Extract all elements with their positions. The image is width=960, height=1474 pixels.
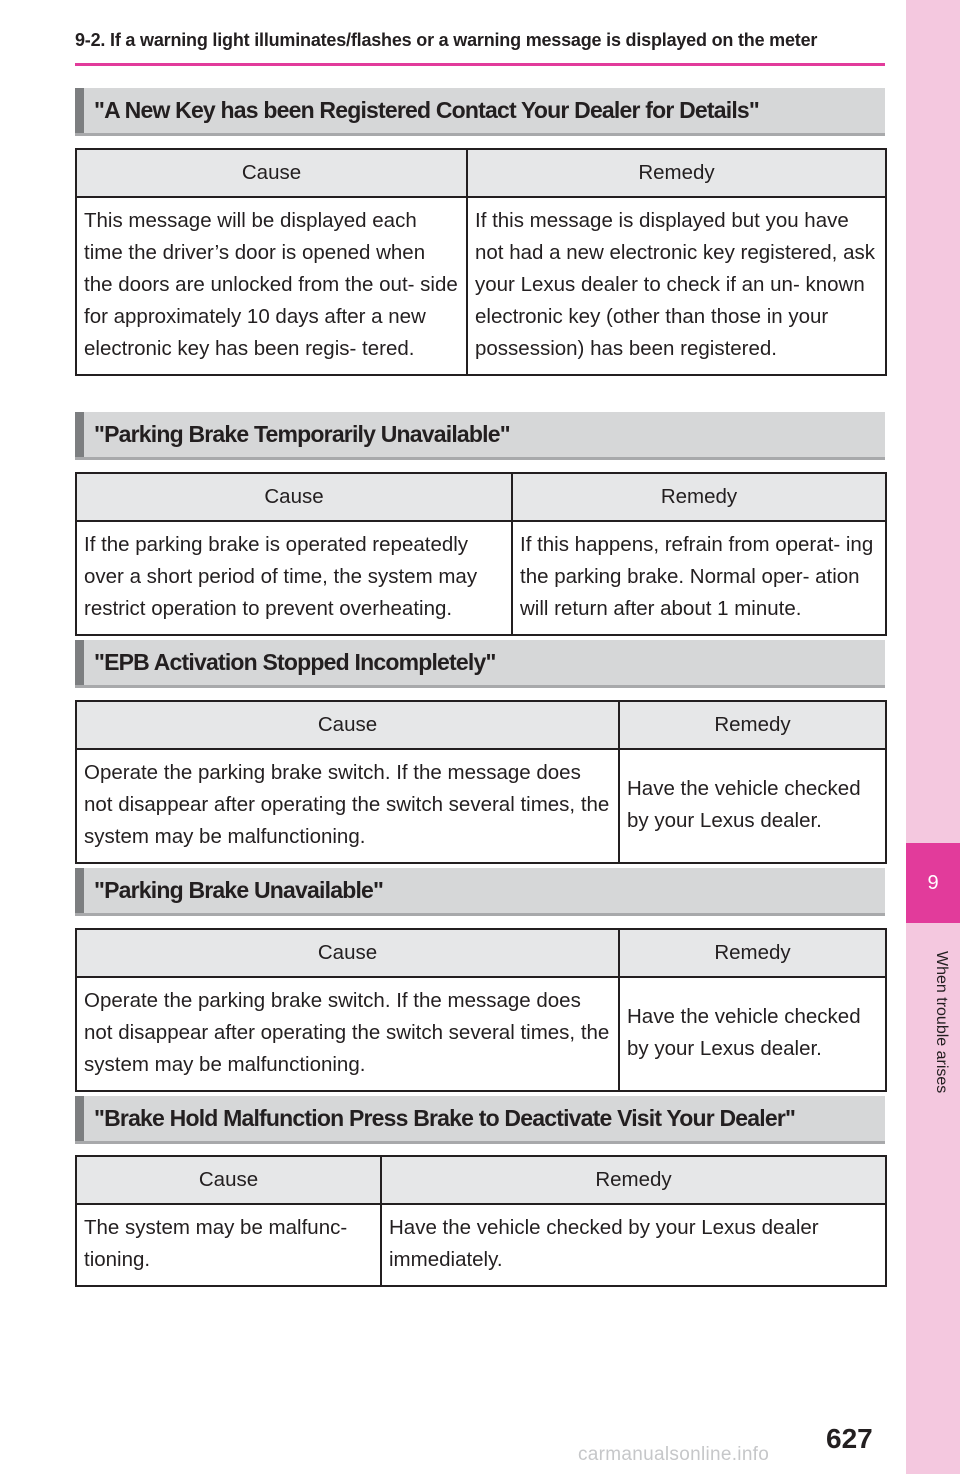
chapter-title: When trouble arises (933, 951, 950, 1094)
table-row (76, 521, 886, 635)
header-rule (75, 63, 885, 66)
watermark: carmanualsonline.info (578, 1444, 770, 1465)
section-title: "Parking Brake Unavailable" (94, 877, 384, 903)
remedy-header: Remedy (381, 1156, 886, 1204)
table-row (76, 197, 886, 375)
cause-remedy-table (75, 472, 887, 636)
remedy-cell: Have the vehicle checked by your Lexus dealer. (619, 977, 886, 1091)
table-header-row (76, 701, 886, 749)
section-title-bar (75, 868, 885, 916)
section-title-bar (75, 1096, 885, 1144)
cause-remedy-table (75, 1155, 887, 1287)
cause-cell: Operate the parking brake switch. If the message does not disappear after operating the switch several times, the system may be malfunctioning. (76, 749, 619, 863)
table-header-row (76, 929, 886, 977)
section-title-bar (75, 640, 885, 688)
cause-remedy-table (75, 148, 887, 376)
chapter-number: 9 (906, 843, 960, 923)
table-header-row (76, 149, 886, 197)
remedy-header: Remedy (619, 929, 886, 977)
cause-cell: Operate the parking brake switch. If the message does not disappear after operating the switch several times, the system may be malfunctioning. (76, 977, 619, 1091)
cause-header: Cause (76, 929, 619, 977)
remedy-header: Remedy (512, 473, 886, 521)
cause-remedy-table (75, 700, 887, 864)
remedy-cell: If this message is displayed but you have not had a new electronic key registered, ask your Lexus dealer to check if an un- known electronic key (other than those in your possession) has been registered. (467, 197, 886, 375)
section-title: "Brake Hold Malfunction Press Brake to Deactivate Visit Your Dealer" (94, 1105, 796, 1131)
table-row (76, 1204, 886, 1286)
remedy-cell: Have the vehicle checked by your Lexus dealer immediately. (381, 1204, 886, 1286)
remedy-header: Remedy (467, 149, 886, 197)
table-header-row (76, 1156, 886, 1204)
page-header: 9-2. If a warning light illuminates/flashes or a warning message is displayed on the meter (75, 30, 818, 50)
table-row (76, 749, 886, 863)
section-title: "A New Key has been Registered Contact Your Dealer for Details" (94, 97, 760, 123)
section-title-bar (75, 412, 885, 460)
cause-cell: This message will be displayed each time the driver’s door is opened when the doors are unlocked from the out- side for approximately 10 days after a new electronic key has been regis- tered. (76, 197, 467, 375)
cause-header: Cause (76, 473, 512, 521)
cause-cell: If the parking brake is operated repeatedly over a short period of time, the system may restrict operation to prevent overheating. (76, 521, 512, 635)
remedy-cell: If this happens, refrain from operat- ing the parking brake. Normal oper- ation will return after about 1 minute. (512, 521, 886, 635)
table-row (76, 977, 886, 1091)
section-title-bar (75, 88, 885, 136)
table-header-row (76, 473, 886, 521)
cause-header: Cause (76, 701, 619, 749)
remedy-cell: Have the vehicle checked by your Lexus dealer. (619, 749, 886, 863)
cause-remedy-table (75, 928, 887, 1092)
cause-header: Cause (76, 1156, 381, 1204)
cause-cell: The system may be malfunc- tioning. (76, 1204, 381, 1286)
side-tab (906, 0, 960, 1474)
section-title: "EPB Activation Stopped Incompletely" (94, 649, 496, 675)
remedy-header: Remedy (619, 701, 886, 749)
section-title: "Parking Brake Temporarily Unavailable" (94, 421, 510, 447)
page-number: 627 (826, 1423, 873, 1454)
cause-header: Cause (76, 149, 467, 197)
